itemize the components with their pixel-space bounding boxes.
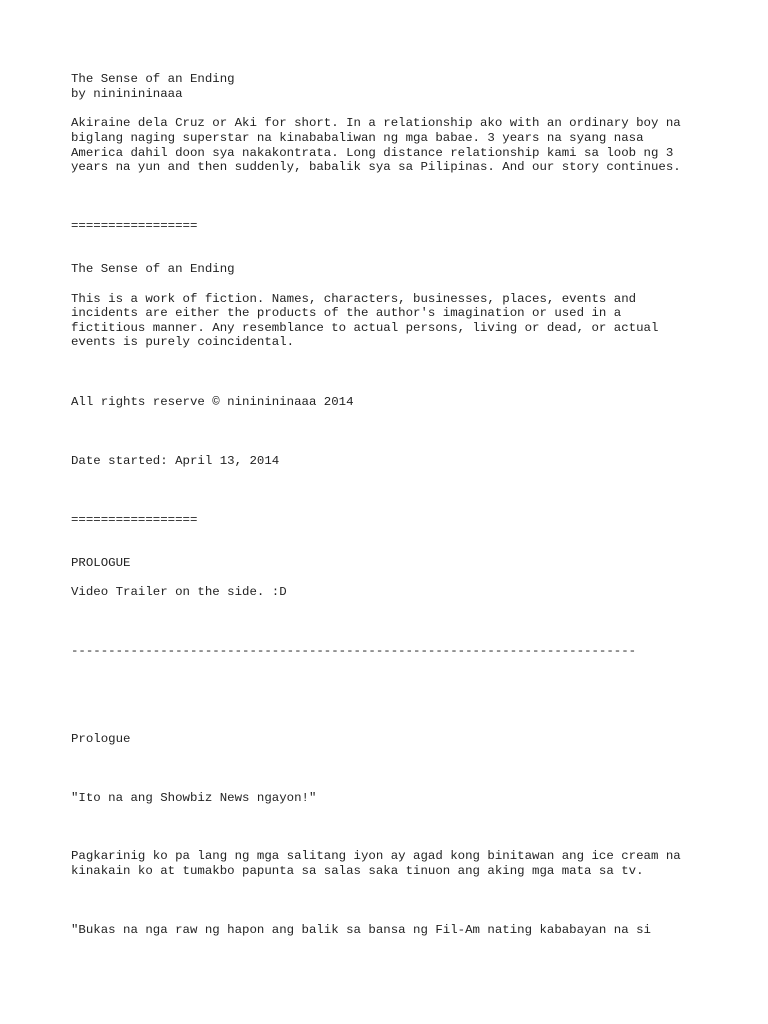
blurb-line-2: biglang naging superstar na kinababaliwan ng mga babae. 3 years na syang nasa (71, 131, 644, 145)
separator-1: ================= (71, 219, 198, 233)
disclaimer-line-2: incidents are either the products of the author's imagination or used in a (71, 306, 622, 320)
blurb-line-4: years na yun and then suddenly, babalik sya sa Pilipinas. And our story continues. (71, 160, 681, 174)
separator-2: ================= (71, 513, 198, 527)
dash-rule: ---------------------------------------------------------------------------- (71, 644, 637, 658)
quote-1: "Ito na ang Showbiz News ngayon!" (71, 791, 317, 805)
doc-title: The Sense of an Ending (71, 72, 235, 86)
prologue-title: Prologue (71, 732, 131, 746)
quote-2: "Bukas na nga raw ng hapon ang balik sa bansa ng Fil-Am nating kababayan na si (71, 923, 651, 937)
paragraph-1-line-1: Pagkarinig ko pa lang ng mga salitang iyon ay agad kong binitawan ang ice cream na (71, 849, 681, 863)
video-note: Video Trailer on the side. :D (71, 585, 287, 599)
date-started: Date started: April 13, 2014 (71, 454, 280, 468)
disclaimer-line-1: This is a work of fiction. Names, characters, businesses, places, events and (71, 292, 637, 306)
blurb-line-1: Akiraine dela Cruz or Aki for short. In a relationship ako with an ordinary boy na (71, 116, 681, 130)
prologue-heading: PROLOGUE (71, 556, 131, 570)
title-repeat: The Sense of an Ending (71, 262, 235, 276)
doc-byline: by nininininaaa (71, 87, 183, 101)
disclaimer-line-3: fictitious manner. Any resemblance to actual persons, living or dead, or actual (71, 321, 659, 335)
rights-line: All rights reserve © nininininaaa 2014 (71, 395, 354, 409)
disclaimer-line-4: events is purely coincidental. (71, 335, 295, 349)
blurb-line-3: America dahil doon sya nakakontrata. Long distance relationship kami sa loob ng 3 (71, 146, 674, 160)
paragraph-1-line-2: kinakain ko at tumakbo papunta sa salas saka tinuon ang aking mga mata sa tv. (71, 864, 644, 878)
